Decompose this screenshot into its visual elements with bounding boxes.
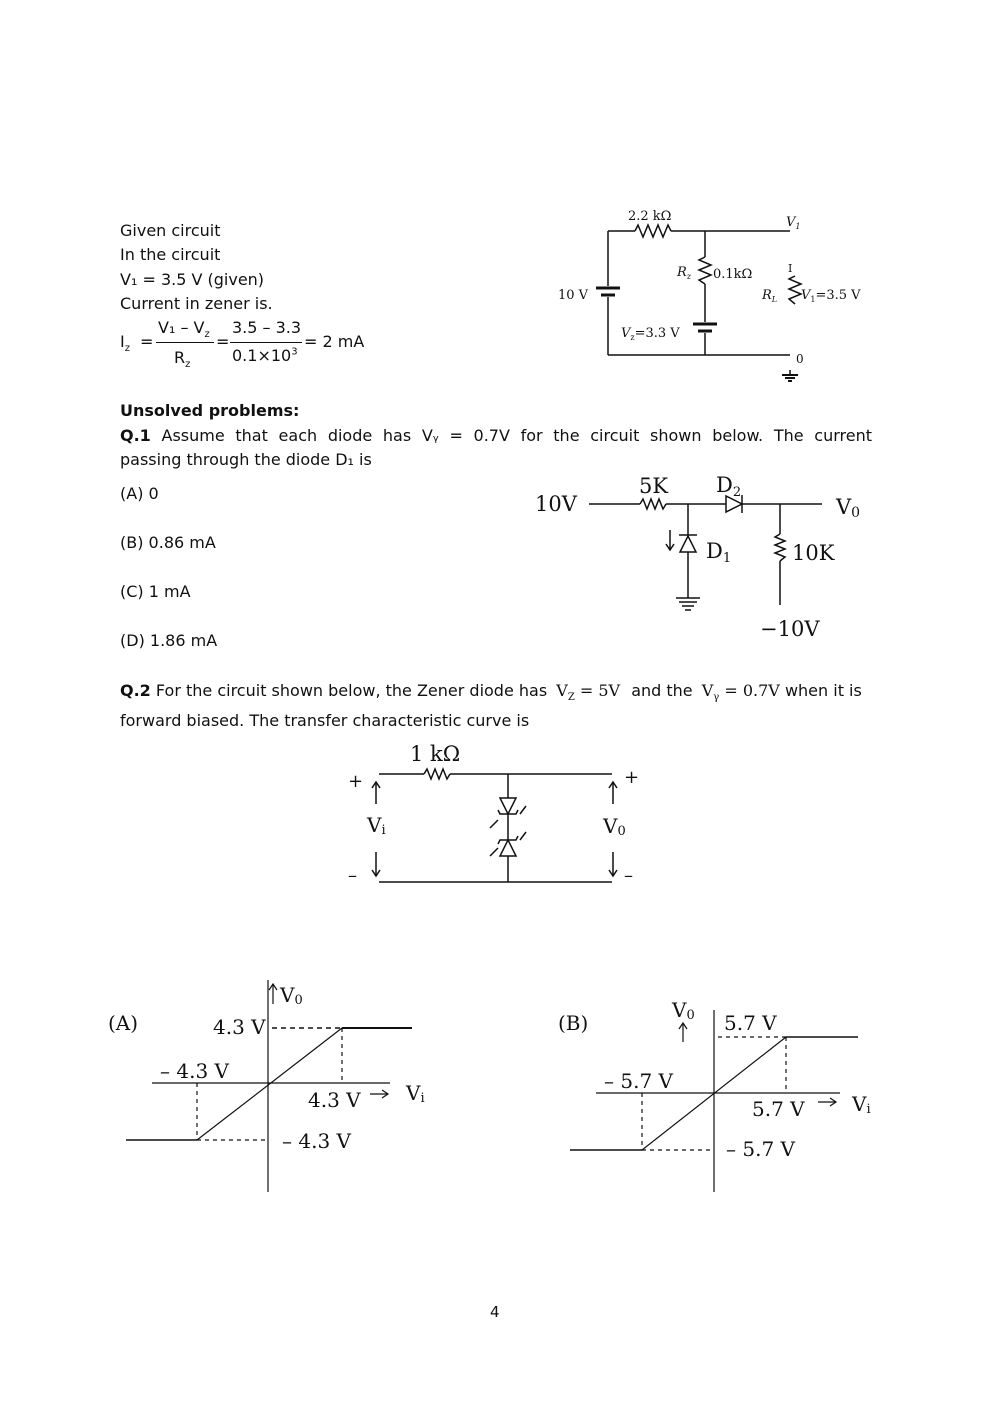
- graph-b-pos-y-value: 5.7 V: [724, 1011, 777, 1035]
- q1-diode-circuit: [530, 470, 880, 650]
- formula-den2-sup: 3: [291, 346, 298, 358]
- supply-terminal: [777, 605, 783, 611]
- q1-option-b: (B) 0.86 mA: [120, 533, 216, 552]
- q1-number: Q.1: [120, 426, 151, 445]
- label-minus-10v: −10V: [760, 617, 820, 641]
- resistor-rz: [699, 257, 711, 284]
- q1-option-a: (A) 0: [120, 484, 159, 503]
- label-vi-plus: +: [348, 771, 364, 792]
- q1-option-d: (D) 1.86 mA: [120, 631, 218, 650]
- graph-b-pos-x-value: 5.7 V: [752, 1097, 805, 1121]
- label-d2: D2: [716, 473, 742, 500]
- graph-a-neg-y-value: – 4.3 V: [282, 1129, 351, 1153]
- resistor-2-2k: [635, 225, 671, 237]
- graph-b-label: (B): [558, 1011, 589, 1035]
- graph-b-neg-y-value: – 5.7 V: [726, 1137, 795, 1161]
- formula-num1-sub: z: [204, 329, 210, 341]
- output-terminal: [822, 501, 828, 507]
- resistor-10k: [775, 534, 785, 561]
- input-terminal: [583, 501, 589, 507]
- vo-minus-terminal: [612, 879, 618, 885]
- formula-den1: R: [174, 348, 186, 367]
- section-heading: Unsolved problems:: [120, 401, 300, 420]
- resistor-1k: [424, 769, 450, 779]
- label-1k-ohm: 1 kΩ: [410, 742, 461, 766]
- vo-plus-terminal: [612, 771, 618, 777]
- formula-den2: 0.1×10: [232, 346, 292, 365]
- label-2-2k: 2.2 kΩ: [628, 209, 672, 224]
- graph-b-x-axis-label: Vi: [852, 1092, 871, 1117]
- page-number: 4: [490, 1303, 500, 1321]
- solution-line-1: Given circuit: [120, 221, 221, 240]
- graph-a-pos-x-value: 4.3 V: [308, 1088, 361, 1112]
- zener-regulator-circuit: [550, 200, 880, 390]
- label-10v: 10V: [535, 492, 577, 516]
- graph-b-neg-x-value: – 5.7 V: [604, 1069, 673, 1093]
- q1-text-line-2: passing through the diode D₁ is: [120, 450, 372, 469]
- vi-minus-terminal: [373, 879, 379, 885]
- label-d1: D1: [706, 539, 732, 566]
- formula-num1: V₁ – V: [158, 318, 205, 337]
- label-v1-reading: $V_1=3.5$ V: [801, 288, 861, 304]
- q1-text-line-1: Q.1 Assume that each diode has Vᵧ = 0.7V for the circuit shown below. The current: [120, 426, 872, 445]
- zener-lower: [500, 840, 516, 856]
- formula-lhs: I: [120, 332, 125, 351]
- graph-a-neg-x-value: – 4.3 V: [160, 1059, 229, 1083]
- graph-a-label: (A): [108, 1011, 139, 1035]
- formula-result: = 2 mA: [304, 332, 365, 351]
- graph-b-y-axis-label: V0: [672, 998, 695, 1023]
- label-plus-mark: I: [788, 262, 793, 275]
- formula-num2: 3.5 – 3.3: [232, 318, 302, 337]
- q2-number: Q.2: [120, 681, 151, 700]
- q1-option-c: (C) 1 mA: [120, 582, 191, 601]
- label-5k: 5K: [639, 474, 669, 498]
- graph-a-pos-y-value: 4.3 V: [213, 1015, 266, 1039]
- label-v0: V0: [836, 495, 861, 521]
- vi-plus-terminal: [373, 771, 379, 777]
- graph-a-y-axis-label: V0: [280, 983, 303, 1008]
- label-vi: Vi: [367, 813, 386, 838]
- label-10k: 10K: [792, 541, 835, 565]
- solution-line-3: V₁ = 3.5 V (given): [120, 270, 265, 289]
- solution-line-2: In the circuit: [120, 245, 221, 264]
- solution-line-4: Current in zener is.: [120, 294, 273, 313]
- label-vo-plus: +: [624, 767, 640, 788]
- resistor-rl: [789, 276, 801, 304]
- formula-lhs-sub: z: [124, 343, 130, 355]
- label-v1-top: $V_1$: [786, 215, 801, 231]
- label-rz: $R_z$: [677, 265, 692, 281]
- label-rz-value: 0.1kΩ: [713, 267, 753, 282]
- label-vo: V0: [603, 814, 626, 839]
- label-ground-zero: 0: [796, 352, 804, 366]
- resistor-5k: [640, 499, 666, 509]
- q2-zener-clipper-circuit: [340, 740, 650, 890]
- zener-current-formula: $I_z$ = $V_1 - V_z$ $R_z$ = 3.5 – 3.3 $0.1\times 10^3$ = 2 mA: [120, 318, 365, 371]
- label-10v-source: 10 V: [558, 288, 589, 303]
- zener-upper: [500, 798, 516, 814]
- transfer-curve-a: [100, 970, 440, 1200]
- formula-den1-sub: z: [185, 359, 191, 371]
- graph-a-linear-segment: [197, 1028, 342, 1140]
- transfer-curve-b: [550, 990, 890, 1200]
- q2-text-line-1: Q.2 For the circuit shown below, the Zener diode has $V_Z = 5V$ and the $V_\gamma = 0.7V$ when it is: [120, 681, 862, 704]
- graph-a-x-axis-label: Vi: [406, 1081, 425, 1106]
- label-vz: $V_z=3.3$ V: [621, 326, 680, 342]
- q2-text-line-2: forward biased. The transfer characteristic curve is: [120, 711, 530, 730]
- label-rl: $R_L$: [762, 288, 778, 304]
- diode-d1: [680, 536, 696, 552]
- label-vi-minus: –: [348, 865, 357, 886]
- label-vo-minus: –: [624, 865, 633, 886]
